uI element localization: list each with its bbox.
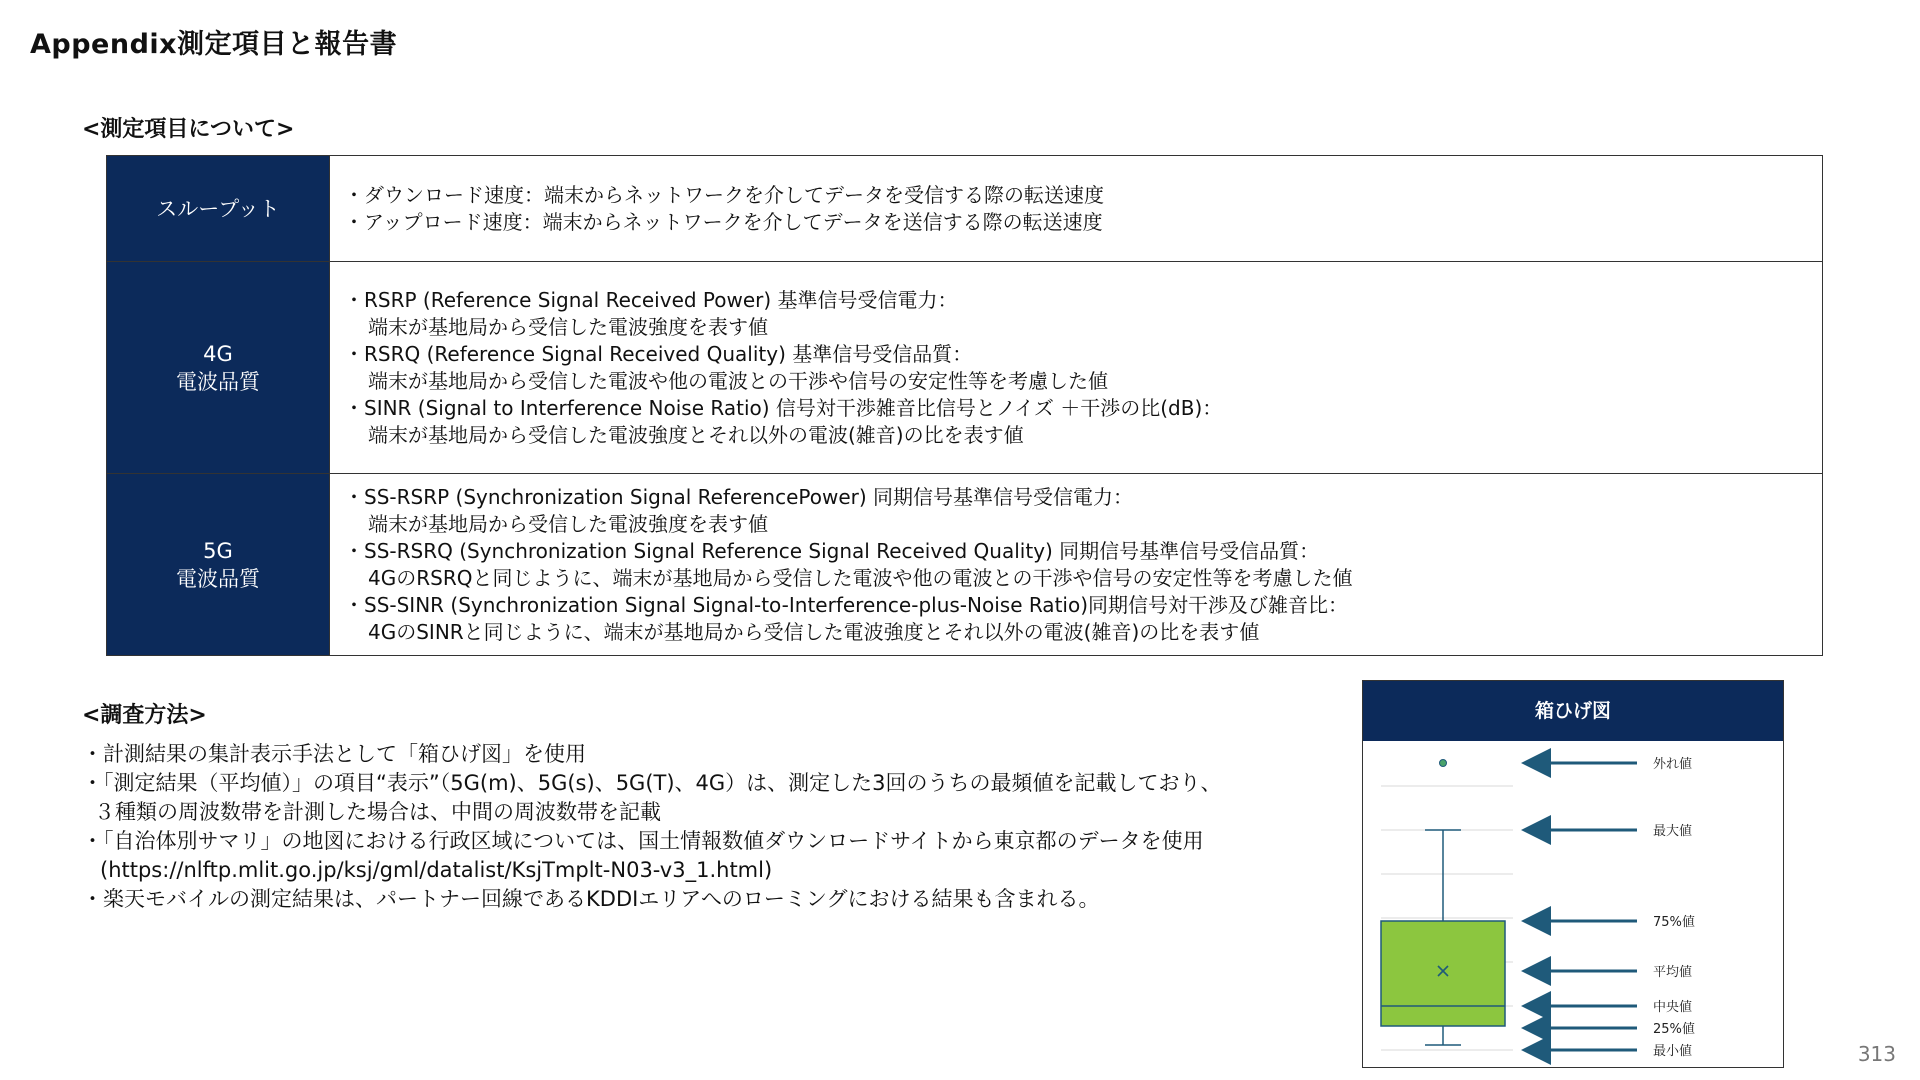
description-line: ・SINR (Signal to Interference Noise Ratio) 信号対干渉雑音比信号とノイズ ＋干渉の比(dB)： (344, 395, 1223, 420)
method-line: ・「測定結果（平均値）」の項目“表示”（5G(m)、5G(s)、5G(T)、4G）は、測定した3回のうちの最頻値を記載しており、 (82, 771, 1222, 795)
description-line: 端末が基地局から受信した電波強度を表す値 (368, 511, 768, 536)
measurement-section-heading: <測定項目について> (82, 117, 295, 142)
category-label: 電波品質 (176, 566, 260, 591)
category-label: 5G (203, 538, 233, 563)
page-number: 313 (1857, 1042, 1896, 1066)
method-text-block (82, 740, 1332, 914)
source-url-text: (https://nlftp.mlit.go.jp/ksj/gml/datalist/KsjTmplt-N03-v3_1.html) (100, 858, 773, 882)
measurement-category-cell (107, 262, 330, 474)
boxplot-panel-title: 箱ひげ図 (1363, 681, 1783, 741)
description-line: ・ダウンロード速度：端末からネットワークを介してデータを受信する際の転送速度 (344, 182, 1104, 207)
method-line: ３種類の周波数帯を計測した場合は、中間の周波数帯を記載 (94, 800, 661, 824)
description-line: 端末が基地局から受信した電波強度を表す値 (368, 314, 768, 339)
label-q3: 75%値 (1653, 915, 1695, 930)
measurement-row (107, 262, 1823, 474)
method-line: ・「自治体別サマリ」の地図における行政区域については、国土情報数値ダウンロードサイトから東京都のデータを使用 (82, 829, 1204, 853)
category-label: 4G (203, 341, 233, 366)
description-line: 端末が基地局から受信した電波や他の電波との干渉や信号の安定性等を考慮した値 (368, 368, 1108, 393)
label-max: 最大値 (1653, 824, 1693, 839)
boxplot-legend-panel (1362, 680, 1784, 1068)
method-line: ・計測結果の集計表示手法として「箱ひげ図」を使用 (82, 742, 586, 766)
description-line: ・アップロード速度：端末からネットワークを介してデータを送信する際の転送速度 (344, 209, 1103, 234)
description-line: 4GのSINRと同じように、端末が基地局から受信した電波強度とそれ以外の電波(雑音)の比を表す値 (368, 619, 1260, 644)
description-line: ・SS-RSRQ (Synchronization Signal Reference Signal Received Quality) 同期信号基準信号受信品質： (344, 538, 1320, 563)
measurement-row (107, 474, 1823, 656)
page-title: Appendix測定項目と報告書 (30, 29, 398, 60)
description-line: 端末が基地局から受信した電波強度とそれ以外の電波(雑音)の比を表す値 (368, 422, 1024, 447)
measurement-description-cell (330, 262, 1823, 474)
label-min: 最小値 (1653, 1044, 1693, 1059)
description-line: ・SS-SINR (Synchronization Signal Signal-to-Interference-plus-Noise Ratio)同期信号対干渉及び雑音比： (344, 592, 1349, 617)
boxplot-diagram (1363, 742, 1783, 1067)
measurement-category-cell (107, 156, 330, 262)
boxplot-box (1381, 921, 1505, 1026)
measurement-category-cell (107, 474, 330, 656)
label-median: 中央値 (1653, 1000, 1693, 1015)
description-line: 4GのRSRQと同じように、端末が基地局から受信した電波や他の電波との干渉や信号の安定性等を考慮した値 (368, 565, 1353, 590)
measurement-description-cell (330, 156, 1823, 262)
label-q1: 25%値 (1653, 1022, 1695, 1037)
label-mean: 平均値 (1653, 965, 1693, 980)
category-label: 電波品質 (176, 369, 260, 394)
category-label: スループット (156, 196, 280, 221)
description-line: ・RSRQ (Reference Signal Received Quality) 基準信号受信品質： (344, 341, 973, 366)
method-line: ・楽天モバイルの測定結果は、パートナー回線であるKDDIエリアへのローミングにおける結果も含まれる。 (82, 887, 1100, 911)
measurement-row (107, 156, 1823, 262)
outlier-point (1440, 760, 1447, 767)
description-line: ・SS-RSRP (Synchronization Signal ReferencePower) 同期信号基準信号受信電力： (344, 484, 1134, 509)
measurement-description-cell (330, 474, 1823, 656)
description-line: ・RSRP (Reference Signal Received Power) 基準信号受信電力： (344, 287, 958, 312)
method-section-heading: <調査方法> (82, 703, 207, 728)
measurement-items-table (106, 155, 1823, 656)
label-outlier: 外れ値 (1653, 757, 1693, 772)
